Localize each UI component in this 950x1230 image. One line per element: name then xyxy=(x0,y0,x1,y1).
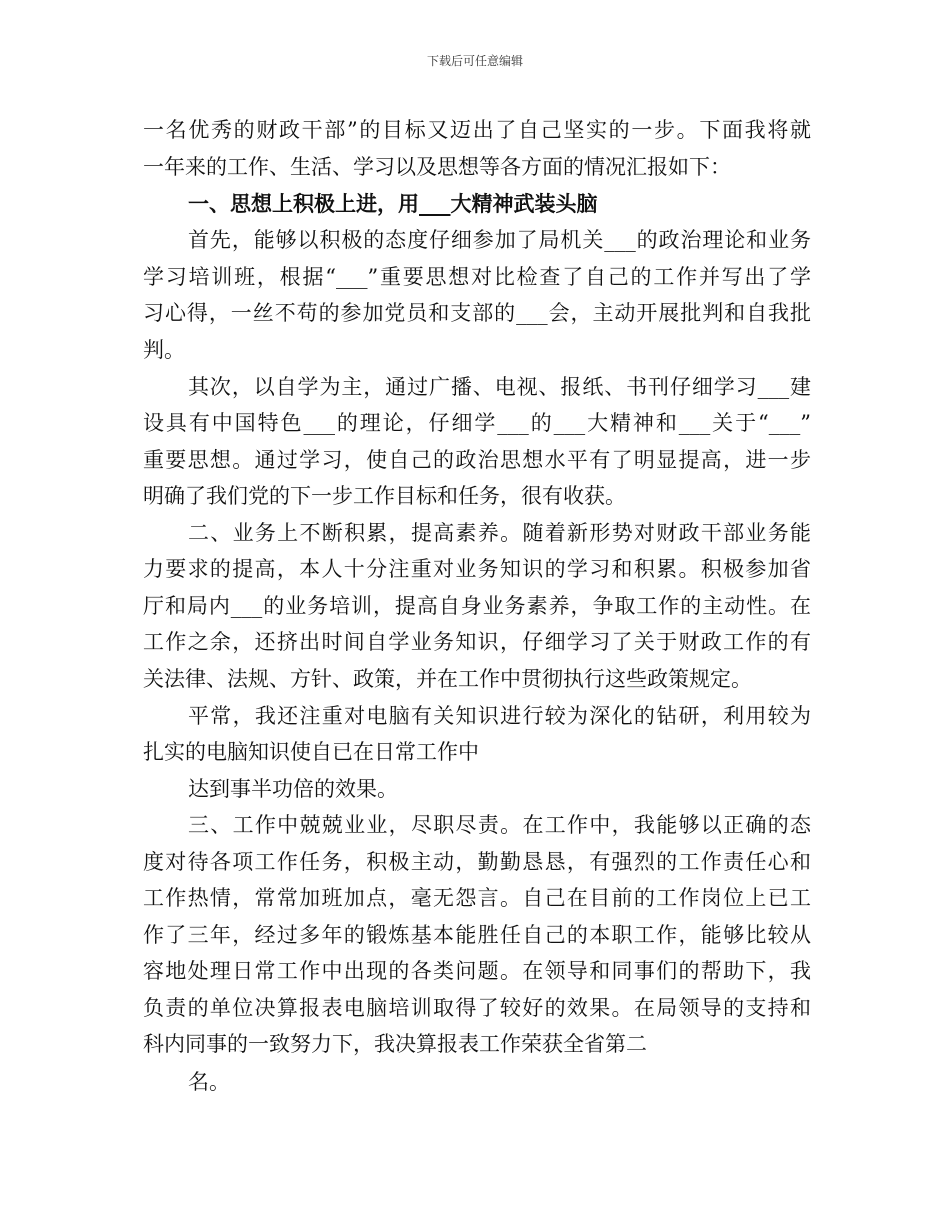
body-line: 其次，以自学为主，通过广播、电视、报纸、书刊仔细学习___建 xyxy=(188,375,811,399)
body-line: 容地处理日常工作中出现的各类问题。在领导和同事们的帮助下，我 xyxy=(143,959,811,983)
body-line: 作了三年，经过多年的锻炼基本能胜任自己的本职工作，能够比较从 xyxy=(143,923,811,947)
body-line: 力要求的提高，本人十分注重对业务知识的学习和积累。积极参加省 xyxy=(143,557,811,581)
body-line: 达到事半功倍的效果。 xyxy=(188,777,398,801)
body-line: 学习培训班，根据“___”重要思想对比检查了自己的工作并写出了学 xyxy=(143,265,811,289)
body-line: 平常，我还注重对电脑有关知识进行较为深化的钻研，利用较为 xyxy=(188,704,811,728)
body-line: 工作热情，常常加班加点，毫无怨言。自己在目前的工作岗位上已工 xyxy=(143,886,811,910)
body-line: 关法律、法规、方针、政策，并在工作中贯彻执行这些政策规定。 xyxy=(143,667,752,691)
body-line: 度对待各项工作任务，积极主动，勤勤恳恳，有强烈的工作责任心和 xyxy=(143,850,811,874)
body-line: 习心得，一丝不苟的参加党员和支部的___会，主动开展批判和自我批 xyxy=(143,301,811,325)
body-line: 科内同事的一致努力下，我决算报表工作荣获全省第二 xyxy=(143,1032,647,1056)
body-line: 扎实的电脑知识使自已在日常工作中 xyxy=(143,740,479,764)
page-header: 下载后可任意编辑 xyxy=(426,54,523,68)
body-line: 工作之余，还挤出时间自学业务知识，仔细学习了关于财政工作的有 xyxy=(143,630,811,654)
body-line: 负责的单位决算报表电脑培训取得了较好的效果。在局领导的支持和 xyxy=(143,996,811,1020)
section-heading: 一、思想上积极上进，用___大精神武装头脑 xyxy=(188,191,598,216)
body-line: 重要思想。通过学习，使自己的政治思想水平有了明显提高，进一步 xyxy=(143,448,811,472)
body-line: 一年来的工作、生活、学习以及思想等各方面的情况汇报如下： xyxy=(143,155,731,179)
section-line: 二、业务上不断积累，提高素养。随着新形势对财政干部业务能 xyxy=(188,521,811,545)
section-line: 三、工作中兢兢业业，尽职尽责。在工作中，我能够以正确的态 xyxy=(188,813,811,837)
body-line: 一名优秀的财政干部”的目标又迈出了自己坚实的一步。下面我将就 xyxy=(143,118,811,142)
body-line: 设具有中国特色___的理论，仔细学___的___大精神和___关于“___” xyxy=(143,411,811,435)
body-line: 明确了我们党的下一步工作目标和任务，很有收获。 xyxy=(143,484,626,508)
body-line: 判。 xyxy=(143,338,185,362)
body-line: 首先，能够以积极的态度仔细参加了局机关___的政治理论和业务 xyxy=(188,228,811,252)
body-line: 名。 xyxy=(188,1070,230,1094)
body-line: 厅和局内___的业务培训，提高自身业务素养，争取工作的主动性。在 xyxy=(143,594,811,618)
